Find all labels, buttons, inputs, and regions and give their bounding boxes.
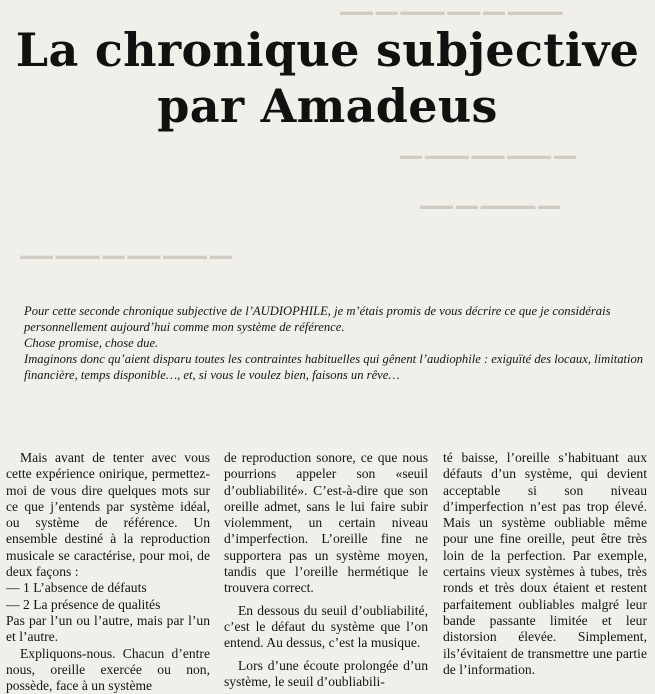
title-line-1: La chronique subjective — [15, 23, 640, 77]
column-1 — [6, 450, 210, 694]
intro-line: Imaginons donc qu’aient disparu toutes les contraintes habituelles qui gênent l’audiophile : exiguïté des locaux, limitation financière, temps disponible…, et, si vous le voulez bien, faisons un rêve… — [24, 352, 644, 382]
column-paragraph: Pas par l’un ou l’autre, mais par l’un et l’autre. — [6, 612, 210, 645]
list-item: — 2 La présence de qualités — [6, 596, 161, 612]
bleed-through-texture: ▬▬▬ ▬▬▬▬ ▬▬ ▬▬▬ ▬▬▬▬ ▬▬ — [20, 250, 232, 262]
bleed-through-texture: ▬▬▬ ▬▬ ▬▬▬▬▬ ▬▬ — [420, 200, 561, 212]
column-paragraph: de reproduction sonore, ce que nous pourrions appeler son «seuil d’oubliabilité». C’est-à-dire que son oreille admet, sans le lui faire subir violemment, un certain niveau d’imperfection. L’oreille fine ne supportera pas un système moyen, tandis que l’oreille hermétique le trouvera correct. — [224, 450, 428, 596]
intro-paragraph — [24, 303, 648, 383]
column-2 — [224, 450, 428, 690]
column-paragraph: Expliquons-nous. Chacun d’entre nous, oreille exercée ou non, possède, face à un système — [6, 645, 210, 694]
column-paragraph: té baisse, l’oreille s’habituant aux défauts d’un système, qui devient acceptable si son niveau d’imperfection n’est pas trop élevé. Mais un système oubliable même pour une fine oreille, peut être très loin de la perfection. Par exemple, certains vieux systèmes à tubes, très ronds et très doux étaient et restent parfaitement oubliables malgré leur bande passante limitée et leur distorsion élevée. Simplement, ils’évitaient de transmettre une partie de l’information. — [443, 450, 647, 677]
intro-line: Chose promise, chose due. — [24, 336, 159, 350]
column-paragraph: Mais avant de tenter avec vous cette expérience onirique, permettez-moi de vous dire quelques mots sur ce que j’entends par système idéal, ou système de référence. Un ensemble destiné à la reproduction musicale se caractérise, pour moi, de deux façons : — [6, 450, 210, 580]
column-paragraph: En dessous du seuil d’oubliabilité, c’est le défaut du système que l’on entend. Au dessus, c’est la musique. — [224, 602, 428, 651]
column-3 — [443, 450, 647, 678]
list-item: — 1 L’absence de défauts — [6, 580, 147, 596]
intro-line: Pour cette seconde chronique subjective de l’AUDIOPHILE, je m’étais promis de vous décrire ce que je considérais personnellement aujourd’hui comme mon système de référence. — [24, 304, 611, 334]
page-title — [0, 22, 655, 134]
bleed-through-texture: ▬▬▬ ▬▬ ▬▬▬▬ ▬▬▬ ▬▬ ▬▬▬▬▬ — [340, 6, 563, 18]
bleed-through-texture: ▬▬ ▬▬▬▬ ▬▬▬ ▬▬▬▬ ▬▬ — [400, 150, 576, 162]
column-paragraph: Lors d’une écoute prolongée d’un système, le seuil d’oubliabili- — [224, 657, 428, 689]
title-line-2: par Amadeus — [157, 79, 498, 133]
